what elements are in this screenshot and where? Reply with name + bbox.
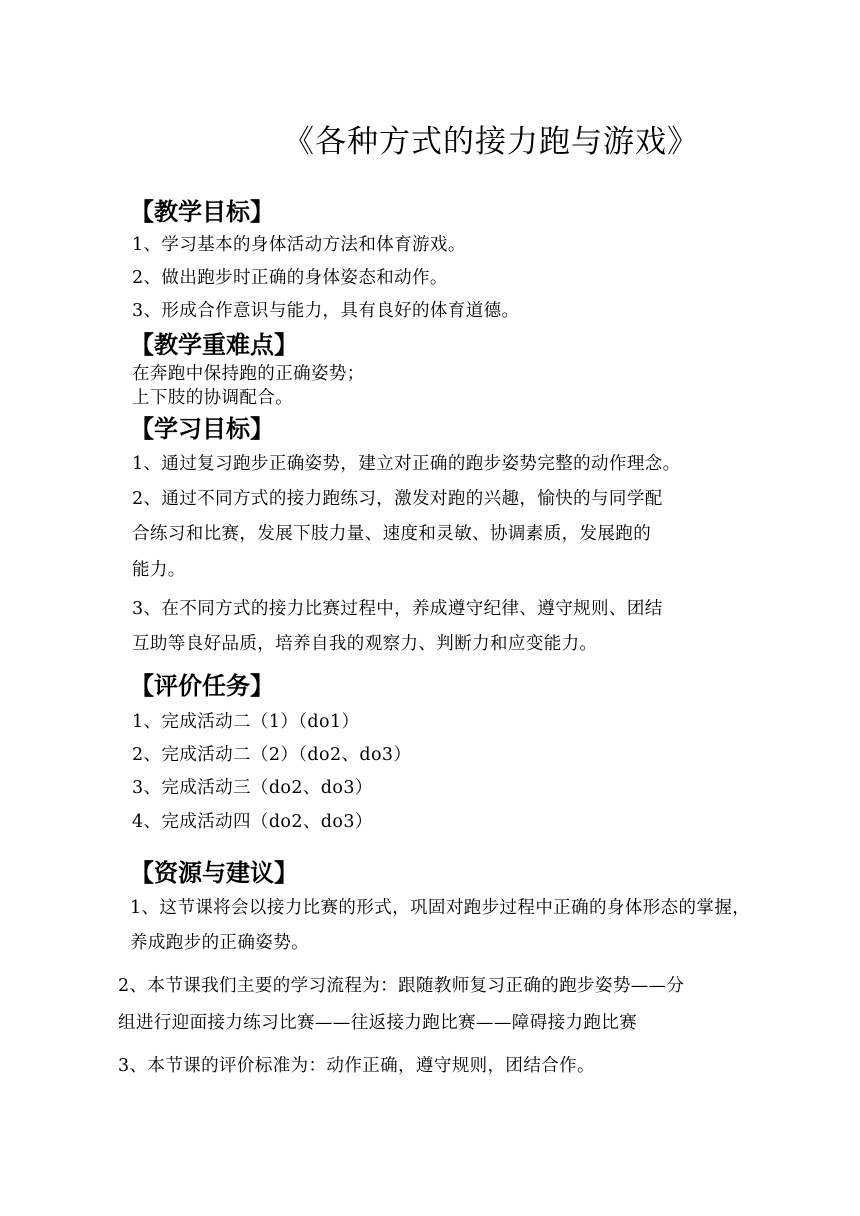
assessment-task-line: 1、完成活动二（1）（do1）: [132, 712, 360, 732]
teaching-goal-line: 2、做出跑步时正确的身体姿态和动作。: [132, 268, 448, 288]
learning-goal-line: 2、通过不同方式的接力跑练习，激发对跑的兴趣，愉快的与同学配: [132, 489, 663, 509]
heading-learning-goals: 【学习目标】: [130, 415, 274, 443]
assessment-task-line: 4、完成活动四（do2、do3）: [132, 812, 373, 832]
heading-key-points: 【教学重难点】: [130, 331, 298, 359]
key-point-line: 上下肢的协调配合。: [132, 388, 294, 408]
key-point-line: 在奔跑中保持跑的正确姿势；: [132, 364, 365, 384]
learning-goal-line: 能力。: [132, 560, 186, 580]
learning-goal-line: 3、在不同方式的接力比赛过程中，养成遵守纪律、遵守规则、团结: [132, 599, 663, 619]
teaching-goal-line: 3、形成合作意识与能力，具有良好的体育道德。: [132, 301, 520, 321]
assessment-task-line: 2、完成活动二（2）（do2、do3）: [132, 745, 412, 765]
resource-line: 3、本节课的评价标准为：动作正确，遵守规则，团结合作。: [118, 1056, 595, 1076]
learning-goal-line: 合练习和比赛，发展下肢力量、速度和灵敏、协调素质，发展跑的: [132, 524, 652, 544]
resource-line: 2、本节课我们主要的学习流程为：跟随教师复习正确的跑步姿势——分: [118, 976, 685, 996]
learning-goal-line: 互助等良好品质，培养自我的观察力、判断力和应变能力。: [132, 634, 598, 654]
heading-assessment-tasks: 【评价任务】: [130, 672, 274, 700]
teaching-goal-line: 1、学习基本的身体活动方法和体育游戏。: [132, 235, 466, 255]
heading-resources: 【资源与建议】: [130, 859, 298, 887]
resource-line: 1、这节课将会以接力比赛的形式，巩固对跑步过程中正确的身体形态的掌握，: [130, 898, 751, 918]
resource-line: 养成跑步的正确姿势。: [130, 933, 309, 953]
learning-goal-line: 1、通过复习跑步正确姿势，建立对正确的跑步姿势完整的动作理念。: [132, 454, 681, 474]
resource-line: 组进行迎面接力练习比赛——往返接力跑比赛——障碍接力跑比赛: [118, 1013, 638, 1033]
heading-teaching-goals: 【教学目标】: [130, 198, 274, 226]
assessment-task-line: 3、完成活动三（do2、do3）: [132, 778, 373, 798]
document-title: 《各种方式的接力跑与游戏》: [283, 124, 699, 160]
